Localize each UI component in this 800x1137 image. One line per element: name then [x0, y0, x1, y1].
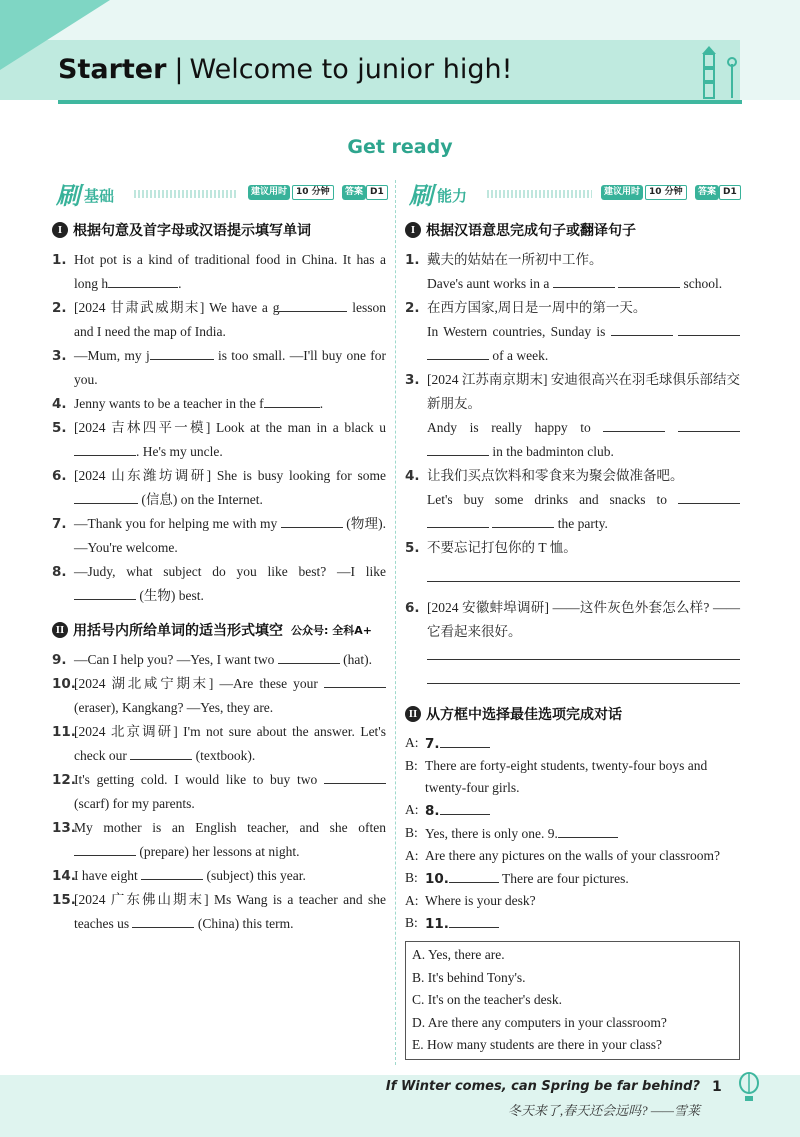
- question-text-end: is too small. —I'll buy one for you.: [74, 348, 386, 387]
- speaker: B:: [405, 870, 418, 885]
- hot-air-balloon-icon: [738, 1072, 760, 1102]
- answer-blank[interactable]: [278, 648, 340, 664]
- option-item: A. Yes, there are.: [412, 947, 505, 962]
- translation-item: [405, 536, 740, 590]
- question-text-end: (subject) this year.: [203, 868, 306, 883]
- answer-blank[interactable]: [150, 344, 214, 360]
- question-text-end: (textbook).: [192, 748, 256, 763]
- question-text-end: (eraser), Kangkang? —Yes, they are.: [74, 700, 274, 715]
- question-number: 2.: [52, 300, 67, 316]
- page-header: [0, 0, 800, 108]
- question-number: 14.: [52, 868, 76, 884]
- answer-blank[interactable]: [678, 320, 740, 336]
- part-heading: [52, 220, 386, 240]
- answer-page: D1: [366, 185, 388, 200]
- question-text-end: (hat).: [339, 652, 372, 667]
- question-text: [2024 吉林四平一模] Look at the man in a black u: [74, 420, 386, 435]
- time-label: 建议用时: [248, 185, 290, 200]
- answer-blank[interactable]: [440, 799, 490, 815]
- english-sentence: Dave's aunt works in a: [427, 276, 553, 291]
- question-text: [2024 湖北咸宁期末] —Are these your: [74, 676, 324, 691]
- question-item: [52, 888, 386, 936]
- left-section-header: [52, 178, 386, 208]
- answer-blank[interactable]: [141, 864, 203, 880]
- answer-label: 答案: [695, 185, 719, 200]
- question-number: 9.: [52, 652, 67, 668]
- section-mark: 刷: [409, 182, 433, 210]
- question-number: 11.: [52, 724, 76, 740]
- answer-blank[interactable]: [558, 822, 618, 838]
- dialogue-text: There are four pictures.: [498, 871, 629, 886]
- roman-numeral: I: [52, 222, 68, 238]
- question-item: [52, 512, 386, 560]
- answer-page: D1: [719, 185, 741, 200]
- question-number: 3.: [52, 348, 67, 364]
- question-number: 13.: [52, 820, 76, 836]
- chinese-prompt: [2024 安徽蚌埠调研] ——这件灰色外套怎么样? ——它看起来很好。: [427, 600, 740, 639]
- roman-numeral: I: [405, 222, 421, 238]
- blank-number: 10.: [425, 871, 449, 887]
- answer-label: 答案: [342, 185, 366, 200]
- question-text-end: (prepare) her lessons at night.: [136, 844, 300, 859]
- time-label: 建议用时: [601, 185, 643, 200]
- lighthouse-icon: [694, 44, 740, 102]
- chinese-prompt: 不要忘记打包你的 T 恤。: [427, 540, 577, 555]
- question-text-end: .: [319, 396, 324, 411]
- question-number: 2.: [405, 300, 420, 316]
- question-number: 8.: [52, 564, 67, 580]
- unit-title: Starter | Welcome to junior high!: [58, 54, 513, 85]
- chinese-prompt: [2024 江苏南京期末] 安迪很高兴在羽毛球俱乐部结交新朋友。: [427, 372, 740, 411]
- answer-blank[interactable]: [678, 416, 740, 432]
- answer-blank[interactable]: [74, 488, 138, 504]
- translation-item: [405, 296, 740, 368]
- question-number: 6.: [405, 600, 420, 616]
- speaker: A:: [405, 802, 419, 817]
- part-title: 从方框中选择最佳选项完成对话: [426, 707, 622, 723]
- question-number: 10.: [52, 676, 76, 692]
- chinese-prompt: 戴夫的姑姑在一所初中工作。: [427, 252, 603, 267]
- dialogue-line: [405, 867, 740, 890]
- question-text: Hot pot is a kind of traditional food in China. It has a long h: [74, 252, 386, 291]
- roman-numeral: II: [52, 622, 68, 638]
- dialogue-line: [405, 755, 740, 799]
- question-text-end: (信息) on the Internet.: [138, 492, 263, 507]
- answer-blank[interactable]: [618, 272, 680, 288]
- question-item: [52, 720, 386, 768]
- question-text-end: . He's my uncle.: [136, 444, 223, 459]
- unit-name: Welcome to junior high!: [189, 54, 513, 85]
- question-text: [2024 北京调研] I'm not sure about the answer. Let's check our: [74, 724, 386, 763]
- question-text-end: (物理). —You're welcome.: [74, 516, 387, 555]
- blank-number: 7.: [425, 736, 440, 752]
- question-number: 3.: [405, 372, 420, 388]
- speaker: B:: [405, 758, 418, 773]
- answer-blank[interactable]: [74, 584, 136, 600]
- answer-blank[interactable]: [427, 440, 489, 456]
- dialogue-line: [405, 845, 740, 867]
- speaker: A:: [405, 893, 419, 908]
- dialogue-line: [405, 890, 740, 912]
- question-number: 1.: [52, 252, 67, 268]
- part-heading: [405, 704, 740, 724]
- answer-blank[interactable]: [281, 512, 343, 528]
- answer-blank[interactable]: [279, 296, 347, 312]
- answer-blank[interactable]: [324, 672, 386, 688]
- watermark-text: 公众号: 全科A+: [291, 624, 372, 637]
- section-mark: 刷: [56, 182, 80, 210]
- option-item: C. It's on the teacher's desk.: [412, 992, 562, 1007]
- dialogue-text: Where is your desk?: [425, 893, 536, 908]
- answer-blank[interactable]: [492, 512, 554, 528]
- question-text: It's getting cold. I would like to buy two: [74, 772, 324, 787]
- question-number: 4.: [52, 396, 67, 412]
- part-title: 用括号内所给单词的适当形式填空: [73, 623, 283, 639]
- english-sentence: In Western countries, Sunday is: [427, 324, 611, 339]
- question-text: My mother is an English teacher, and she often: [74, 820, 386, 835]
- header-underline: [58, 100, 742, 104]
- translation-item: [405, 596, 740, 692]
- answer-blank[interactable]: [449, 867, 499, 883]
- english-sentence-end: the party.: [554, 516, 608, 531]
- answer-blank[interactable]: [553, 272, 615, 288]
- question-item: [52, 648, 386, 672]
- part-title: 根据句意及首字母或汉语提示填写单词: [73, 223, 311, 239]
- answer-blank[interactable]: [427, 512, 489, 528]
- answer-blank[interactable]: [108, 272, 178, 288]
- blank-number: 11.: [425, 916, 449, 932]
- dotted-rule: [487, 190, 592, 198]
- dialogue-text: There are forty-eight students, twenty-four boys and twenty-four girls.: [425, 758, 708, 795]
- question-text: —Mum, my j: [74, 348, 150, 363]
- section-title: Get ready: [347, 136, 453, 158]
- question-text: I have eight: [74, 868, 142, 883]
- translation-line[interactable]: [427, 566, 740, 582]
- footer-quote-chinese: 冬天来了,春天还会远吗? ——雪莱: [507, 1103, 700, 1118]
- english-sentence: Andy is really happy to: [427, 420, 604, 435]
- translation-item: [405, 368, 740, 464]
- question-text: —Judy, what subject do you like best? —I like: [74, 564, 386, 579]
- column-divider: [395, 180, 396, 1065]
- time-value: 10 分钟: [645, 185, 687, 200]
- answer-blank[interactable]: [132, 912, 194, 928]
- translation-item: [405, 464, 740, 536]
- question-number: 7.: [52, 516, 67, 532]
- answer-blank[interactable]: [130, 744, 192, 760]
- question-item: [52, 816, 386, 864]
- page-number: 1: [712, 1079, 722, 1095]
- question-text: —Can I help you? —Yes, I want two: [74, 652, 278, 667]
- answer-blank[interactable]: [324, 768, 386, 784]
- section-name: 基础: [84, 187, 115, 205]
- footer-quote: If Winter comes, can Spring be far behind?: [385, 1079, 700, 1094]
- english-sentence-end: in the badminton club.: [489, 444, 614, 459]
- chinese-prompt: 让我们买点饮料和零食来为聚会做准备吧。: [427, 468, 684, 483]
- question-item: [52, 296, 386, 344]
- answer-blank[interactable]: [603, 416, 665, 432]
- question-item: [52, 560, 386, 608]
- dialogue-text: Yes, there is only one. 9.: [425, 826, 558, 841]
- dotted-rule: [134, 190, 238, 198]
- question-number: 12.: [52, 772, 76, 788]
- question-item: [52, 864, 386, 888]
- english-sentence: Let's buy some drinks and snacks to: [427, 492, 678, 507]
- answer-blank[interactable]: [449, 912, 499, 928]
- question-text-end: (scarf) for my parents.: [74, 796, 195, 811]
- question-item: [52, 464, 386, 512]
- question-number: 15.: [52, 892, 76, 908]
- question-text: [2024 广东佛山期末] Ms Wang is a teacher and she teaches us: [74, 892, 386, 931]
- section-name: 能力: [437, 187, 468, 205]
- answer-blank[interactable]: [427, 344, 489, 360]
- chinese-prompt: 在西方国家,周日是一周中的第一天。: [427, 300, 647, 315]
- left-column: [52, 178, 386, 936]
- roman-numeral: II: [405, 706, 421, 722]
- part-heading: [52, 620, 386, 640]
- question-text: [2024 山东潍坊调研] She is busy looking for some: [74, 468, 386, 483]
- question-text-end: .: [178, 276, 182, 291]
- answer-blank[interactable]: [611, 320, 673, 336]
- dialogue-line: [405, 732, 740, 755]
- option-item: E. How many students are there in your class?: [412, 1037, 663, 1052]
- speaker: B:: [405, 915, 418, 930]
- translation-line[interactable]: [427, 644, 740, 660]
- options-box: [405, 941, 740, 1060]
- dialogue-line: [405, 799, 740, 822]
- option-item: B. It's behind Tony's.: [412, 969, 526, 985]
- question-text-end: lesson and I need the map of India.: [74, 300, 387, 339]
- question-text-end: (China) this term.: [194, 916, 294, 931]
- option-item: D. Are there any computers in your classroom?: [412, 1014, 667, 1030]
- english-sentence-end: school.: [680, 276, 723, 291]
- question-number: 6.: [52, 468, 67, 484]
- english-sentence-end: of a week.: [489, 348, 549, 363]
- translation-line[interactable]: [427, 668, 740, 684]
- question-number: 4.: [405, 468, 420, 484]
- question-text: Jenny wants to be a teacher in the f: [74, 396, 264, 411]
- answer-blank[interactable]: [74, 840, 136, 856]
- question-item: [52, 416, 386, 464]
- question-item: [52, 672, 386, 720]
- answer-blank[interactable]: [74, 440, 136, 456]
- time-value: 10 分钟: [292, 185, 334, 200]
- unit-label: Starter: [58, 54, 167, 85]
- part-title: 根据汉语意思完成句子或翻译句子: [426, 223, 636, 239]
- part-heading: [405, 220, 740, 240]
- speaker: A:: [405, 848, 419, 863]
- dialogue-text: Are there any pictures on the walls of your classroom?: [425, 848, 721, 863]
- dialogue-line: [405, 912, 740, 935]
- question-number: 5.: [52, 420, 67, 436]
- speaker: B:: [405, 825, 418, 840]
- answer-blank[interactable]: [264, 392, 320, 408]
- question-item: [52, 768, 386, 816]
- blank-number: 8.: [425, 803, 440, 819]
- question-text: [2024 甘肃武威期末] We have a g: [74, 300, 280, 315]
- speaker: A:: [405, 735, 419, 750]
- dialogue-line: [405, 822, 740, 845]
- question-item: [52, 344, 386, 392]
- right-column: [405, 178, 740, 1060]
- answer-blank[interactable]: [440, 732, 490, 748]
- answer-blank[interactable]: [678, 488, 740, 504]
- question-text: —Thank you for helping me with my: [74, 516, 281, 531]
- right-section-header: [405, 178, 740, 208]
- question-number: 1.: [405, 252, 420, 268]
- question-item: [52, 392, 386, 416]
- question-item: [52, 248, 386, 296]
- translation-item: [405, 248, 740, 296]
- question-text-end: (生物) best.: [136, 588, 204, 603]
- question-number: 5.: [405, 540, 420, 556]
